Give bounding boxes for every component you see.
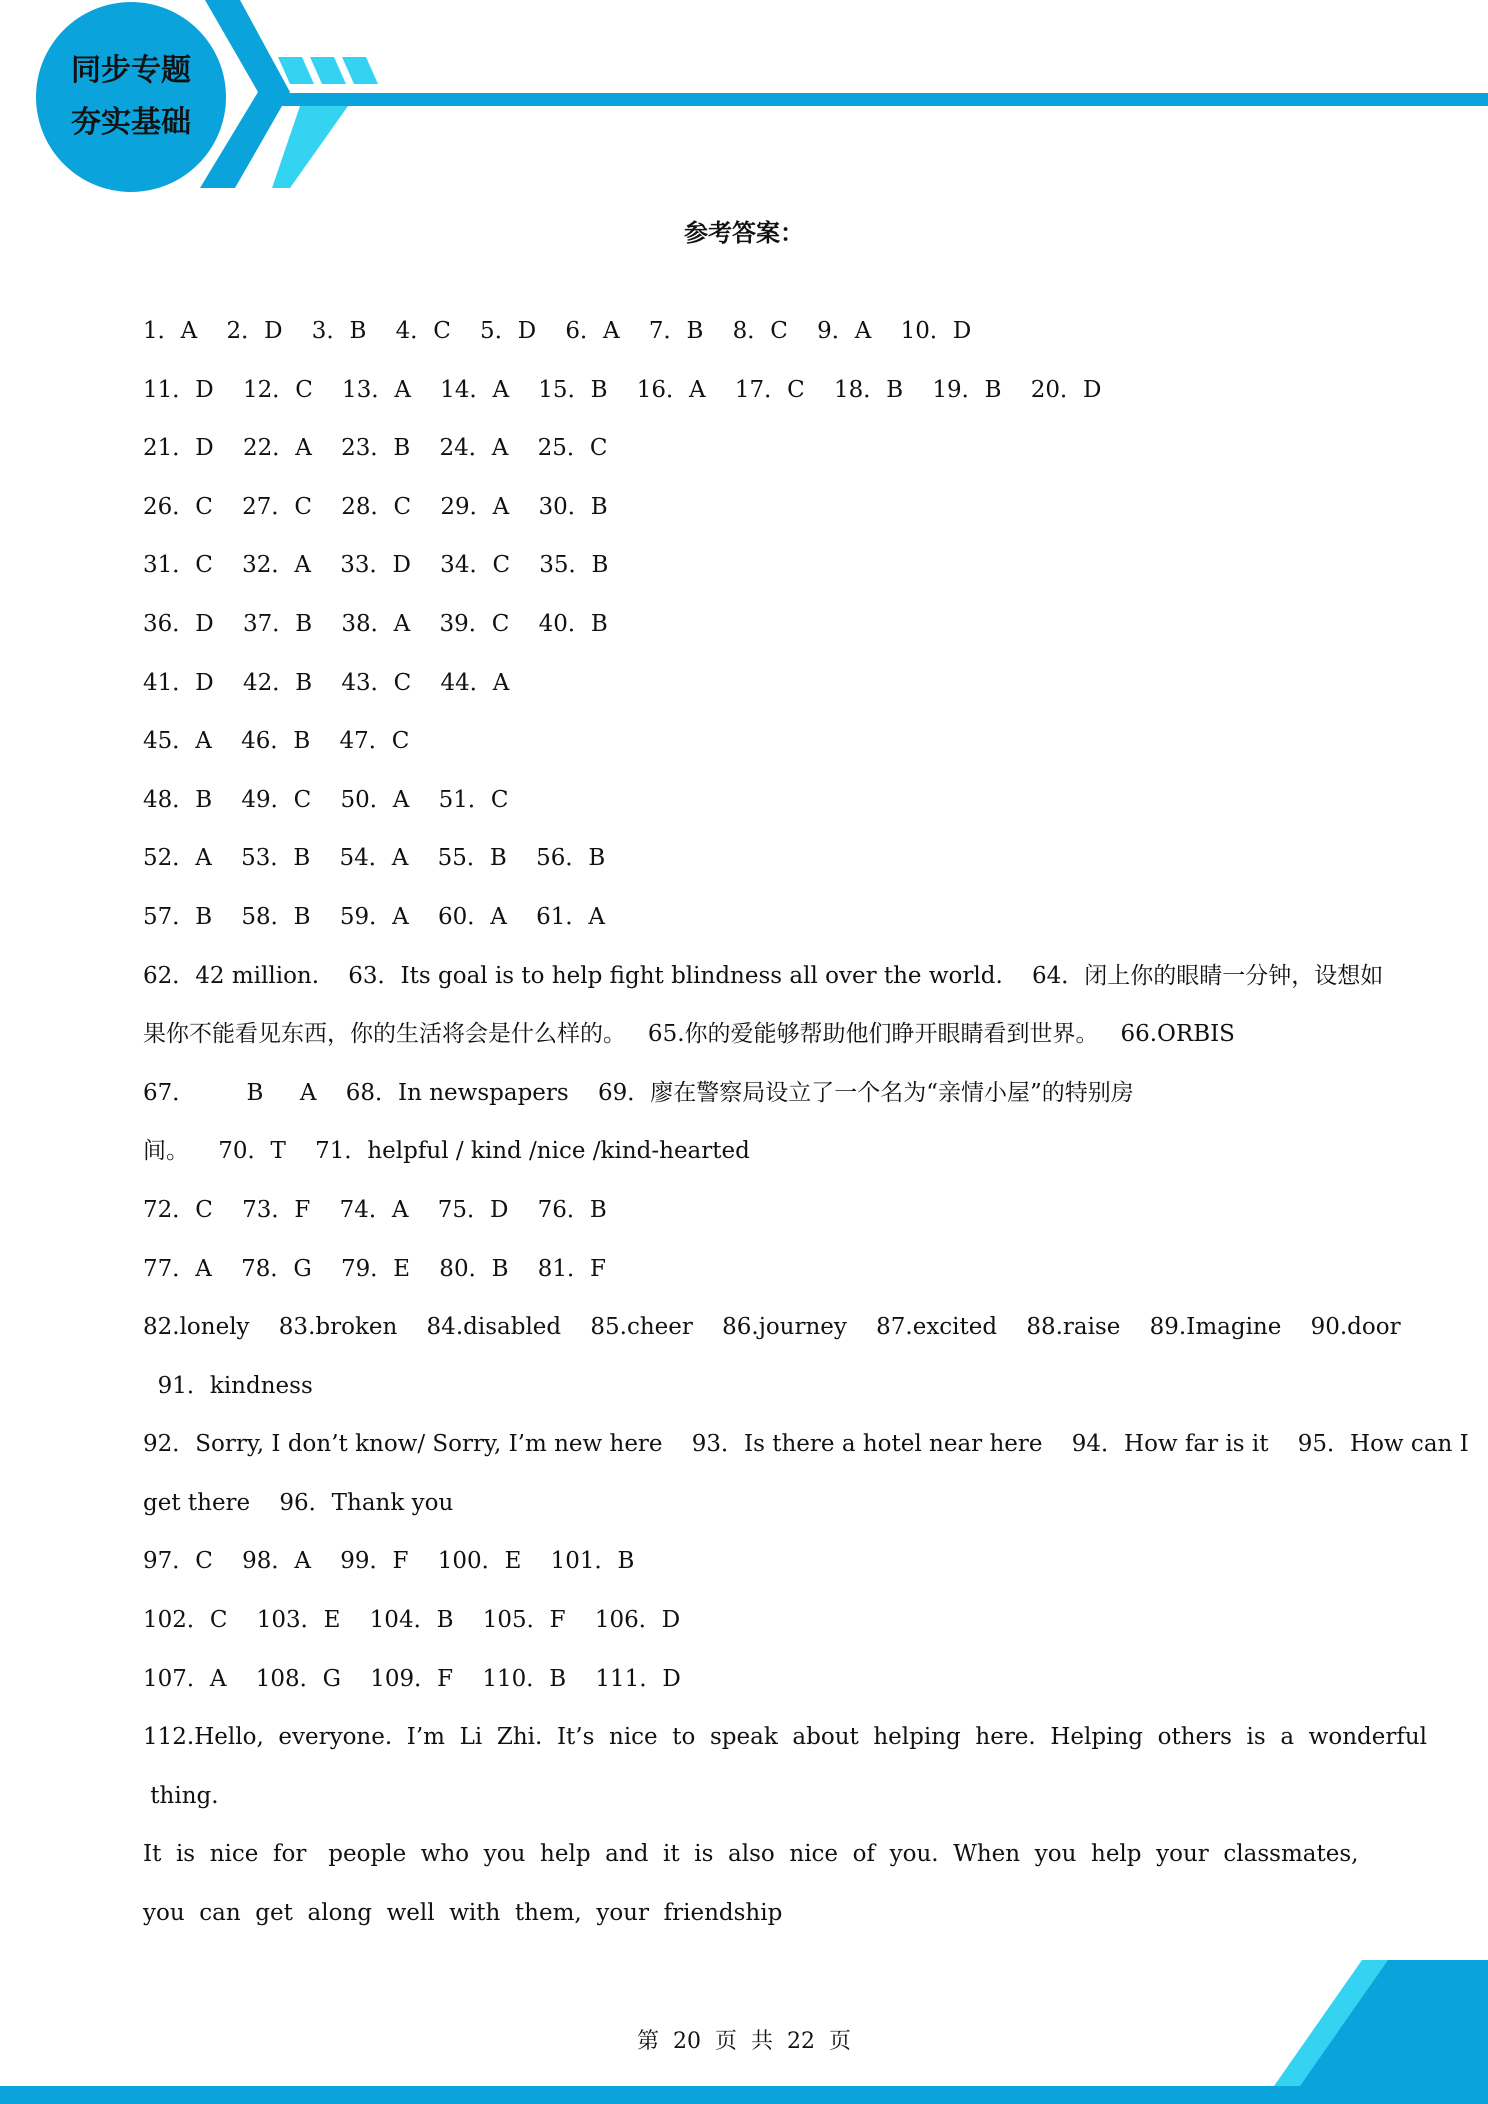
answer-line: thing. — [143, 1782, 219, 1809]
answer-line: 77．A 78．G 79．E 80．B 81．F — [143, 1255, 606, 1282]
badge-line1: 同步专题 — [71, 53, 191, 88]
answer-line: 间。 70．T 71．helpful / kind /nice /kind-hearted — [143, 1138, 750, 1165]
answer-line: 102．C 103．E 104．B 105．F 106．D — [143, 1607, 681, 1634]
answer-line: 91．kindness — [143, 1372, 313, 1399]
answer-line: 52．A 53．B 54．A 55．B 56．B — [143, 845, 606, 872]
badge-line2: 夯实基础 — [71, 105, 191, 140]
answer-line: 31．C 32．A 33．D 34．C 35．B — [143, 552, 609, 579]
badge — [36, 2, 226, 192]
answer-line: 45．A 46．B 47．C — [143, 728, 410, 755]
answer-line: get there 96．Thank you — [143, 1489, 454, 1516]
header-stripe-3 — [342, 57, 378, 84]
answer-line: 11．D 12．C 13．A 14．A 15．B 16．A 17．C 18．B 19．B 20．D — [143, 376, 1102, 403]
answer-line: 97．C 98．A 99．F 100．E 101．B — [143, 1548, 635, 1575]
page-title: 参考答案： — [684, 219, 804, 247]
answer-line: 62．42 million. 63．Its goal is to help fight blindness all over the world. 64．闭上你的眼睛一分钟，设想如 — [143, 962, 1384, 989]
answer-line: you can get along well with them, your friendship — [143, 1900, 783, 1927]
footer-line — [0, 2086, 1488, 2104]
answer-line: 107．A 108．G 109．F 110．B 111．D — [143, 1665, 681, 1692]
answer-line: 72．C 73．F 74．A 75．D 76．B — [143, 1196, 607, 1223]
answer-line: 57．B 58．B 59．A 60．A 61．A — [143, 903, 605, 930]
answer-line: 26．C 27．C 28．C 29．A 30．B — [143, 493, 608, 520]
answer-line: 果你不能看见东西，你的生活将会是什么样的。 65.你的爱能够帮助他们睁开眼睛看到世界。 66.ORBIS — [143, 1021, 1235, 1048]
header-stripe-2 — [310, 57, 346, 84]
answer-line: 21．D 22．A 23．B 24．A 25．C — [143, 435, 608, 462]
header-line — [258, 93, 1488, 106]
answer-line: 112.Hello, everyone. I’m Li Zhi. It’s nice to speak about helping here. Helping others is a wonderful — [143, 1724, 1428, 1751]
answer-line: It is nice for people who you help and it is also nice of you. When you help your classmates, — [143, 1841, 1359, 1868]
header-diagonal-light — [272, 106, 348, 188]
answer-line: 36．D 37．B 38．A 39．C 40．B — [143, 610, 608, 637]
answer-line: 41．D 42．B 43．C 44．A — [143, 669, 510, 696]
answer-line: 82.lonely 83.broken 84.disabled 85.cheer 86.journey 87.excited 88.raise 89.Imagine 90.door — [143, 1314, 1401, 1341]
answer-list — [143, 302, 1469, 1943]
answer-line: 48．B 49．C 50．A 51．C — [143, 786, 509, 813]
answer-line: 92．Sorry, I don’t know/ Sorry, I’m new here 93．Is there a hotel near here 94．How far is it 95．How can I — [143, 1431, 1469, 1458]
answer-line: 1．A 2．D 3．B 4．C 5．D 6．A 7．B 8．C 9．A 10．D — [143, 318, 972, 344]
page-number: 第 20 页 共 22 页 — [637, 2029, 851, 2054]
answer-line: 67． B A 68．In newspapers 69．廖在警察局设立了一个名为“亲情小屋”的特别房 — [143, 1079, 1134, 1106]
